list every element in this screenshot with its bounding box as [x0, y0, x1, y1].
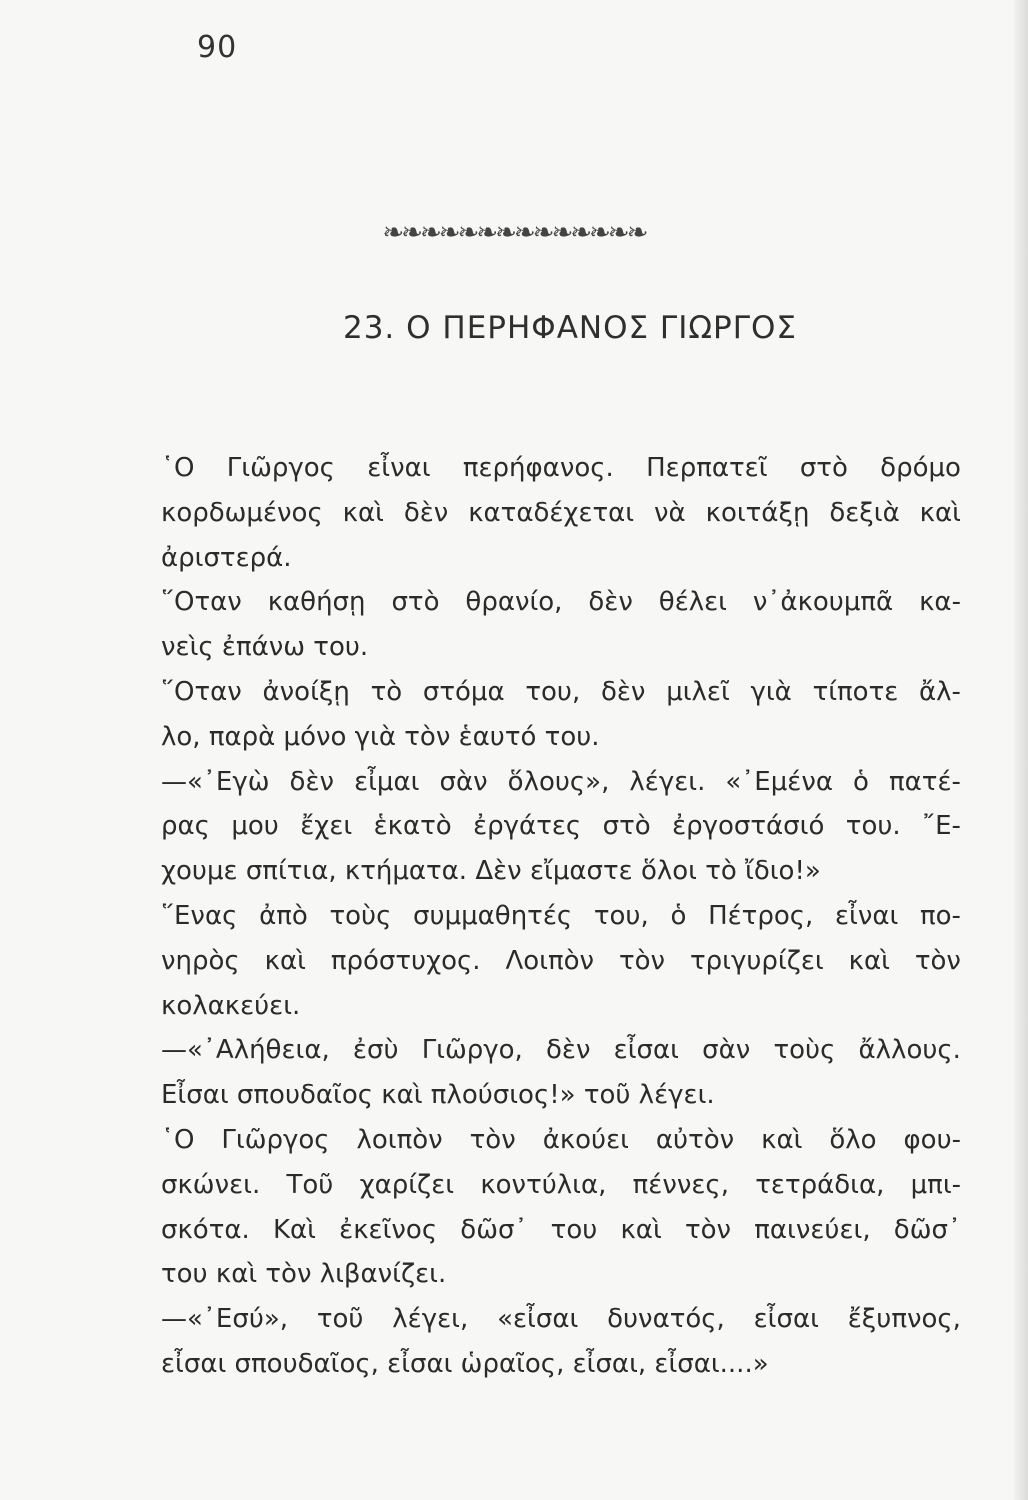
text-line: Εἶσαι σπουδαῖος καὶ πλούσιος!» τοῦ λέγει. — [161, 1080, 715, 1111]
text-line: —«᾿Εσύ», τοῦ λέγει, «εἶσαι δυνατός, εἶσαι ἔξυπνος, — [161, 1304, 961, 1335]
text-line: κολακεύει. — [161, 990, 301, 1021]
text-line: —«᾿Εγὼ δὲν εἶμαι σὰν ὅλους», λέγει. «᾿Εμένα ὁ πατέ- — [161, 766, 961, 797]
text-line: ρας μου ἔχει ἑκατὸ ἐργάτες στὸ ἐργοστάσιό του. ῎Ε- — [161, 811, 961, 842]
text-line: σκώνει. Τοῦ χαρίζει κοντύλια, πέννες, τετράδια, μπι- — [161, 1169, 961, 1200]
text-line: λο, παρὰ μόνο γιὰ τὸν ἑαυτό του. — [161, 721, 600, 752]
chapter-title: 23. Ο ΠΕΡΗΦΑΝΟΣ ΓΙΩΡΓΟΣ — [342, 310, 797, 346]
text-line: σκότα. Καὶ ἐκεῖνος δῶσ᾿ του καὶ τὸν παινεύει, δῶσ᾿ — [161, 1214, 961, 1245]
text-line: νεὶς ἐπάνω του. — [161, 632, 369, 663]
text-line: ῞Ενας ἀπὸ τοὺς συμμαθητές του, ὁ Πέτρος, εἶναι πο- — [161, 900, 961, 931]
page-number: 90 — [197, 30, 238, 65]
text-line: χουμε σπίτια, κτήματα. Δὲν εἴμαστε ὅλοι τὸ ἴδιο!» — [161, 856, 821, 887]
text-line: ῾Ο Γιῶργος λοιπὸν τὸν ἀκούει αὐτὸν καὶ ὅλο φου- — [161, 1124, 961, 1155]
text-line: ῞Οταν καθήσῃ στὸ θρανίο, δὲν θέλει ν᾿ἀκουμπᾶ κα- — [161, 587, 961, 618]
decorative-ornament: ❧❧❧❧❧❧❧❧❧❧❧❧❧❧ — [382, 218, 646, 248]
text-line: ῞Οταν ἀνοίξῃ τὸ στόμα του, δὲν μιλεῖ γιὰ τίποτε ἄλ- — [161, 676, 961, 707]
text-line: του καὶ τὸν λιβανίζει. — [161, 1259, 447, 1290]
text-line: εἶσαι σπουδαῖος, εἶσαι ὡραῖος, εἶσαι, εἶσαι....» — [161, 1348, 769, 1379]
text-line: —«᾿Αλήθεια, ἐσὺ Γιῶργο, δὲν εἶσαι σὰν τοὺς ἄλλους. — [161, 1035, 961, 1066]
story-body — [161, 446, 961, 1387]
text-line: κορδωμένος καὶ δὲν καταδέχεται νὰ κοιτάξῃ δεξιὰ καὶ — [161, 497, 961, 528]
text-line: νηρὸς καὶ πρόστυχος. Λοιπὸν τὸν τριγυρίζει καὶ τὸν — [161, 945, 961, 976]
text-line: ἀριστερά. — [161, 542, 292, 573]
text-line: ῾Ο Γιῶργος εἶναι περήφανος. Περπατεῖ στὸ δρόμο — [161, 453, 961, 483]
